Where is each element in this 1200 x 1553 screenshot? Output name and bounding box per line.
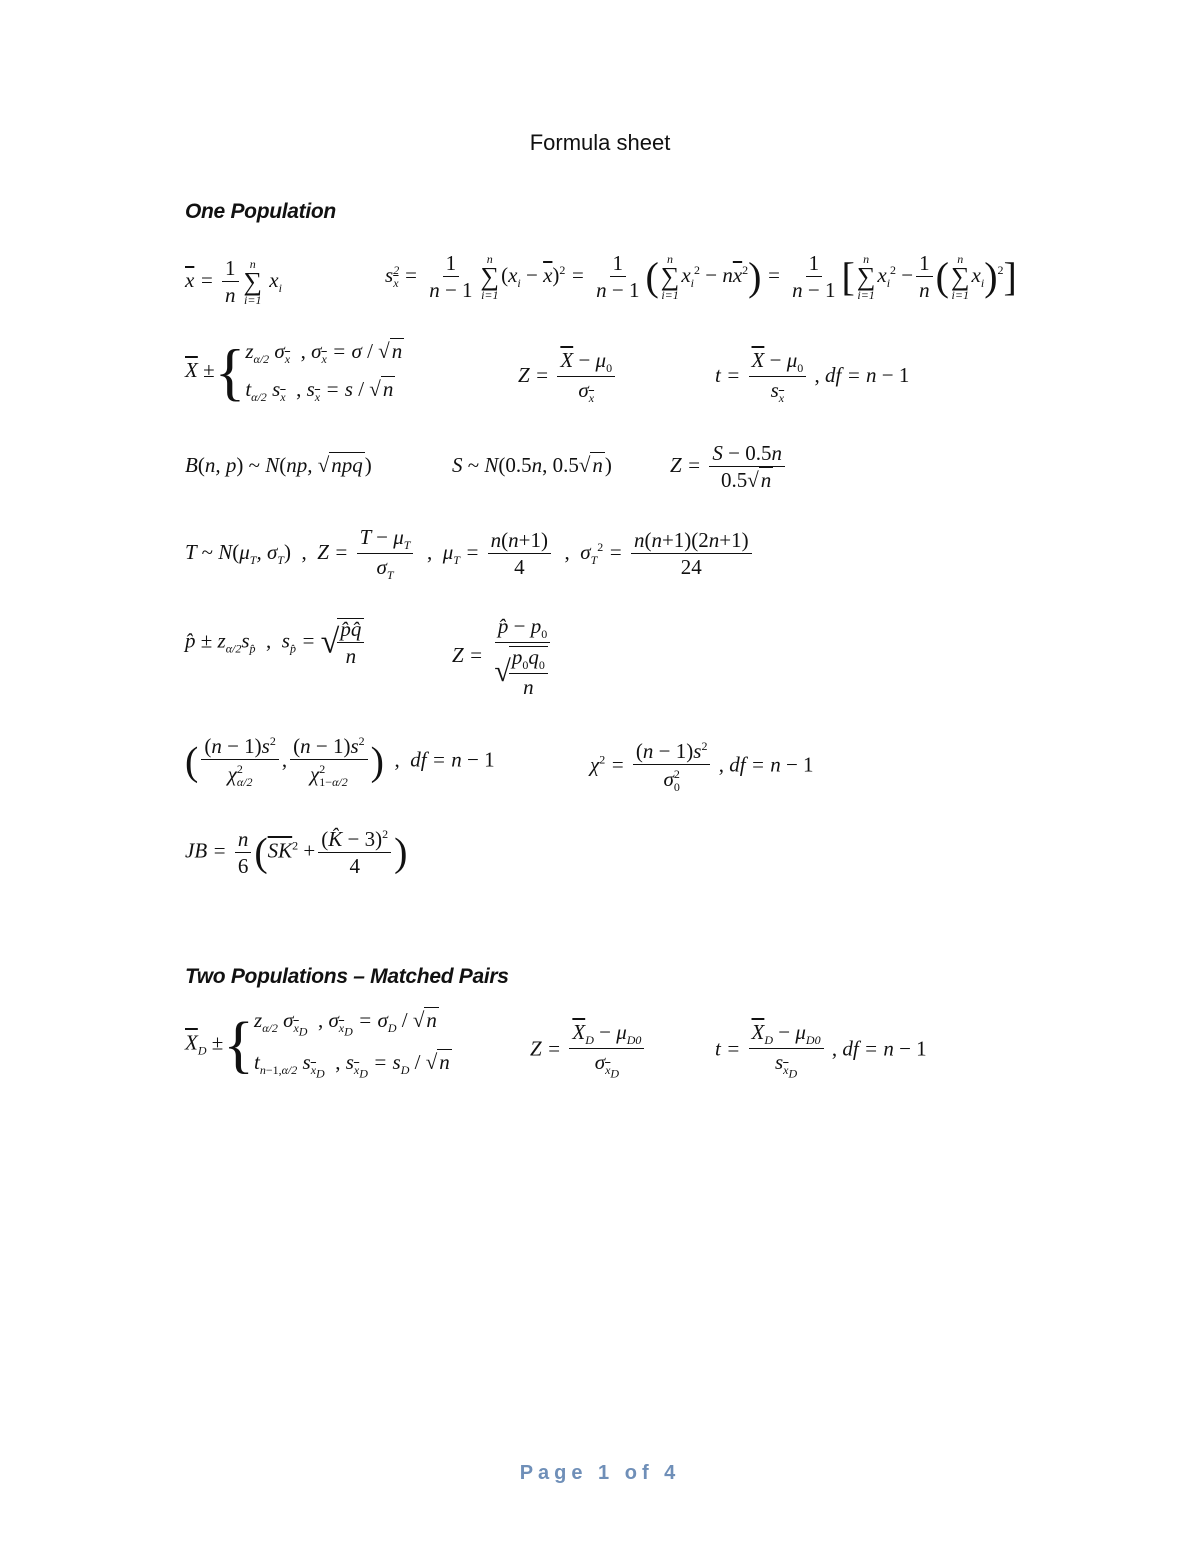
formula-ci-mean: $\overline{X}$ ±{ $z_{\alpha/2}$ $\sigma_{\overline{x}}$ , $\sigma_{\overline{x}} = \sigma / √n$ $t_{\alpha/2}$ $s_{\overline{x}}$ , $s_{\overline{x}} = s / √n$ [185, 336, 403, 407]
page-number: Page 1 of 4 [519, 1462, 681, 1484]
formula-t-mean: t = $\frac{\overline{X} - \mu_0}{s_{\overline{x}}}$ , df = n − 1 [715, 348, 910, 406]
formula-z-mean: Z = $\frac{\overline{X} - \mu_0}{\sigma_{\overline{x}}}$ [518, 350, 618, 404]
formula-jarque-bera: JB = $\frac{n}{6}$ ($\overline{SK}^2$ + $\frac{(K̂ - 3)^2}{4}$ ) [185, 826, 408, 878]
formula-binomial-normal: B(n, p) ~ N(np, √npq) [185, 453, 372, 477]
formula-wilcoxon: T ~ $N(\mu_T$, $\sigma_T$) , Z = $\frac{T - \mu_T}{\sigma_T}$ , $\mu_T$ = $\frac{n(n+1)}{4}$ , $\sigma_T^2$ = $\frac{n(n+1)(2n+1)}{24}$ [185, 527, 755, 581]
formula-ci-variance: ( $\frac{(n - 1)s^2}{\chi^2_{\alpha/2}}$ , $\frac{(n - 1)s^2}{\chi^2_{1-\alpha/2}}$ ) , df = n − 1 [185, 734, 495, 790]
formula-chi-square: $\chi^2$ = $\frac{(n - 1)s^2}{\sigma^2_0}$ , df = n − 1 [590, 739, 814, 795]
page-title: Formula sheet [529, 130, 671, 155]
formula-sample-variance: $s^2_{\overline{x}}$ = $\frac{1}{n - 1}$ n ∑ i=1 $(x_i - \overline{x})^2$ = $\frac{1}{n - 1}$ ( n ∑ i=1 $x_i^2 - n\overline{x}^2$) = $\frac{1}{n - 1}$ [ n ∑ i=1 $x_i^2$ − $\frac{1}{n}$ ( n ∑ i=1 $x_i)^2$] [385, 251, 1017, 302]
formula-z-proportion: Z = p̂ − $p_0$ √ $\frac{p_0q_0}{n}$ [452, 616, 557, 698]
formula-z-sign: Z = $\frac{S - 0.5n}{0.5√n}$ [670, 443, 788, 491]
section-heading-matched-pairs: Two Populations – Matched Pairs [185, 965, 509, 988]
formula-ci-matched-pairs: $\overline{X}_D$ ±{ $z_{\alpha/2}$ $\sigma_{\overline{x}_D}$ , $\sigma_{\overline{x}_D} = \sigma_D / √n$ $t_{n-1,\alpha/2}$ $s_{\overline{x}_D}$ , $s_{\overline{x}_D} = s_D / √n$ [185, 1008, 450, 1081]
formula-z-matched-pairs: Z = $\frac{\overline{X}_D - \mu_{D0}}{\sigma_{\overline{x}_D}}$ [530, 1022, 647, 1080]
formula-sample-mean: $\overline{x}$ = $\frac{1}{n}$ n ∑ i=1 $x_i$ [185, 256, 282, 307]
section-heading-one-population: One Population [185, 200, 336, 223]
formula-ci-proportion: p̂ ± $z_{\alpha/2}s_{p̂}$ , $s_{p̂}$ = √ $\frac{p̂q̂}{n}$ [185, 618, 367, 667]
formula-sign-test: S ~ N(0.5n, 0.5√n) [452, 453, 612, 477]
formula-t-matched-pairs: t = $\frac{\overline{X}_D - \mu_{D0}}{s_{\overline{x}_D}}$ , df = n − 1 [715, 1020, 927, 1081]
